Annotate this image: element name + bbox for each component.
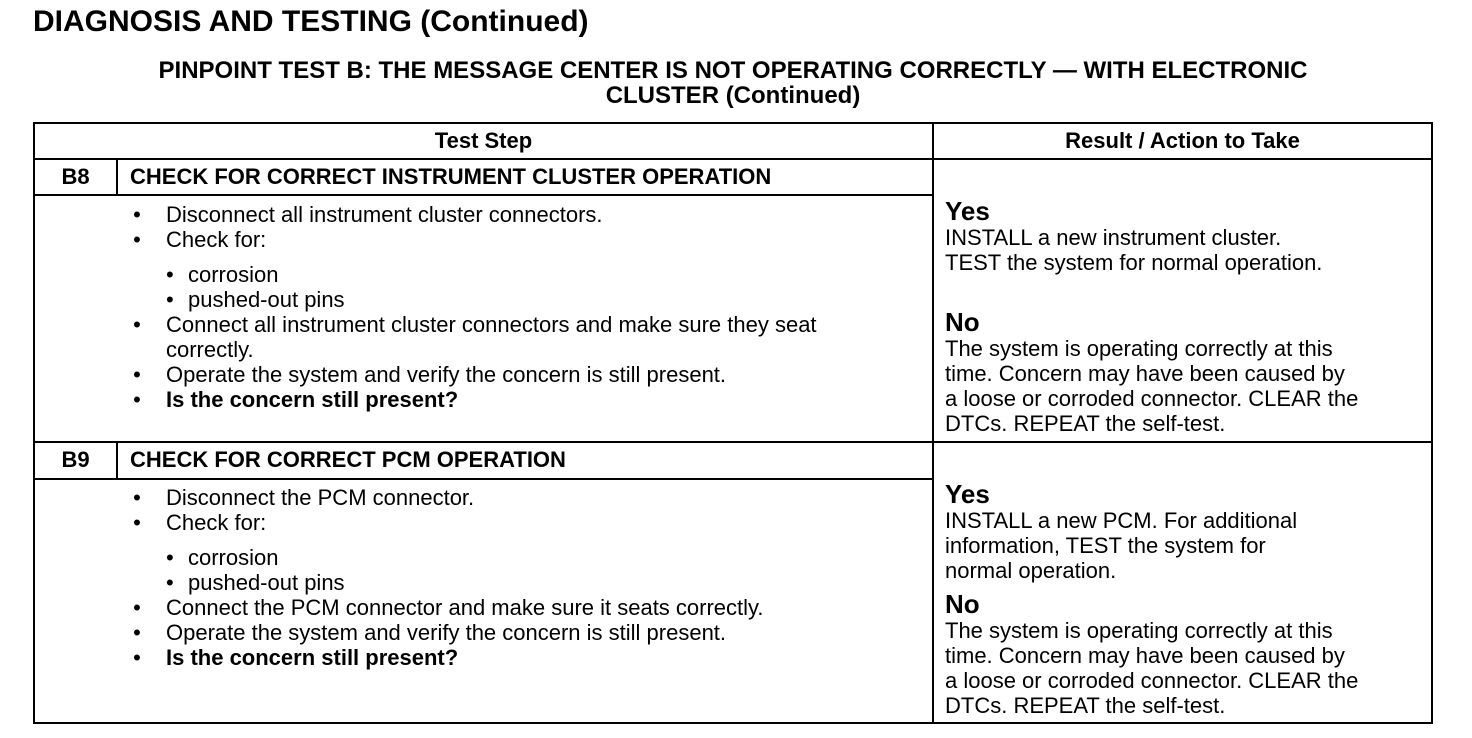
no-action-line: a loose or corroded connector. CLEAR the [945, 386, 1359, 411]
bullet-glyph: • [166, 570, 174, 595]
spacer [945, 583, 1435, 591]
list-item [130, 387, 920, 412]
header-result: Result / Action to Take [1065, 128, 1300, 153]
list-item-text: Operate the system and verify the concern is still present. [166, 620, 727, 645]
no-action-line: time. Concern may have been caused by [945, 361, 1345, 386]
list-item [130, 595, 920, 620]
no-action-line: The system is operating correctly at this [945, 336, 1333, 361]
bullet-glyph: • [133, 387, 141, 412]
list-item [130, 362, 920, 387]
step-id-divider [116, 443, 118, 479]
step-title-b9: CHECK FOR CORRECT PCM OPERATION [130, 447, 566, 472]
check-item-text: corrosion [188, 262, 279, 287]
check-items-list [130, 262, 920, 312]
step-title-divider [35, 478, 932, 480]
bullet-glyph: • [133, 645, 141, 670]
check-item [130, 287, 920, 312]
bullet-glyph: • [166, 545, 174, 570]
yes-action-line: INSTALL a new PCM. For additional [945, 508, 1298, 533]
bullet-glyph: • [166, 262, 174, 287]
yes-action-line: TEST the system for normal operation. [945, 250, 1323, 275]
no-action-line: a loose or corroded connector. CLEAR the [945, 668, 1359, 693]
bullet-glyph: • [133, 595, 141, 620]
header-test-step: Test Step [434, 128, 533, 153]
check-items-list [130, 545, 920, 595]
bullet-glyph: • [133, 510, 141, 535]
list-item [130, 510, 920, 535]
list-item-text: Connect the PCM connector and make sure it seats correctly. [166, 595, 764, 620]
spacer [945, 275, 1435, 309]
bullet-glyph: • [133, 202, 141, 227]
bullet-glyph: • [166, 287, 174, 312]
yes-action-line: normal operation. [945, 558, 1117, 583]
yes-action-line: information, TEST the system for [945, 533, 1266, 558]
list-item [130, 227, 920, 252]
bullet-glyph: • [133, 485, 141, 510]
step-id-b9: B9 [61, 447, 90, 472]
no-action-line: time. Concern may have been caused by [945, 643, 1345, 668]
check-item-text: pushed-out pins [188, 287, 345, 312]
subtitle-line-2: CLUSTER (Continued) [605, 82, 861, 109]
result-b9 [945, 481, 1435, 718]
bullet-glyph: • [133, 227, 141, 252]
pinpoint-test-table [33, 122, 1433, 724]
list-item [130, 645, 920, 670]
list-item [130, 620, 920, 645]
column-divider [932, 124, 934, 722]
result-b8 [945, 198, 1435, 436]
step-body-b8 [130, 202, 920, 412]
page-title: DIAGNOSIS AND TESTING (Continued) [33, 5, 589, 38]
list-item-text: Disconnect the PCM connector. [166, 485, 475, 510]
list-item-question: Is the concern still present? [166, 645, 459, 670]
list-item [130, 312, 920, 362]
subtitle-line-1: PINPOINT TEST B: THE MESSAGE CENTER IS NOT OPERATING CORRECTLY — WITH ELECTRONIC [158, 57, 1308, 84]
step-title-b8: CHECK FOR CORRECT INSTRUMENT CLUSTER OPERATION [130, 164, 772, 189]
check-item [130, 545, 920, 570]
check-item [130, 570, 920, 595]
bullet-glyph: • [133, 312, 141, 337]
yes-action-line: INSTALL a new instrument cluster. [945, 225, 1282, 250]
yes-label: Yes [945, 196, 990, 226]
page-subtitle [33, 58, 1433, 108]
step-title-divider [35, 194, 932, 196]
list-item [130, 202, 920, 227]
yes-label: Yes [945, 479, 990, 509]
list-item-question: Is the concern still present? [166, 387, 459, 412]
no-action-line: DTCs. REPEAT the self-test. [945, 693, 1226, 718]
check-item-text: corrosion [188, 545, 279, 570]
no-action-line: The system is operating correctly at this [945, 618, 1333, 643]
list-item-text: Operate the system and verify the concern is still present. [166, 362, 727, 387]
no-label: No [945, 307, 980, 337]
list-item-text: Check for: [166, 510, 267, 535]
step-id-divider [116, 160, 118, 196]
bullet-glyph: • [133, 362, 141, 387]
list-item [130, 485, 920, 510]
list-item-text: Disconnect all instrument cluster connectors. [166, 202, 603, 227]
step-id-b8: B8 [61, 164, 90, 189]
list-item-text: Connect all instrument cluster connectors and make sure they seat correctly. [166, 312, 817, 362]
no-label: No [945, 589, 980, 619]
check-item-text: pushed-out pins [188, 570, 345, 595]
bullet-glyph: • [133, 620, 141, 645]
list-item-text: Check for: [166, 227, 267, 252]
step-body-b9 [130, 485, 920, 670]
check-item [130, 262, 920, 287]
no-action-line: DTCs. REPEAT the self-test. [945, 411, 1226, 436]
